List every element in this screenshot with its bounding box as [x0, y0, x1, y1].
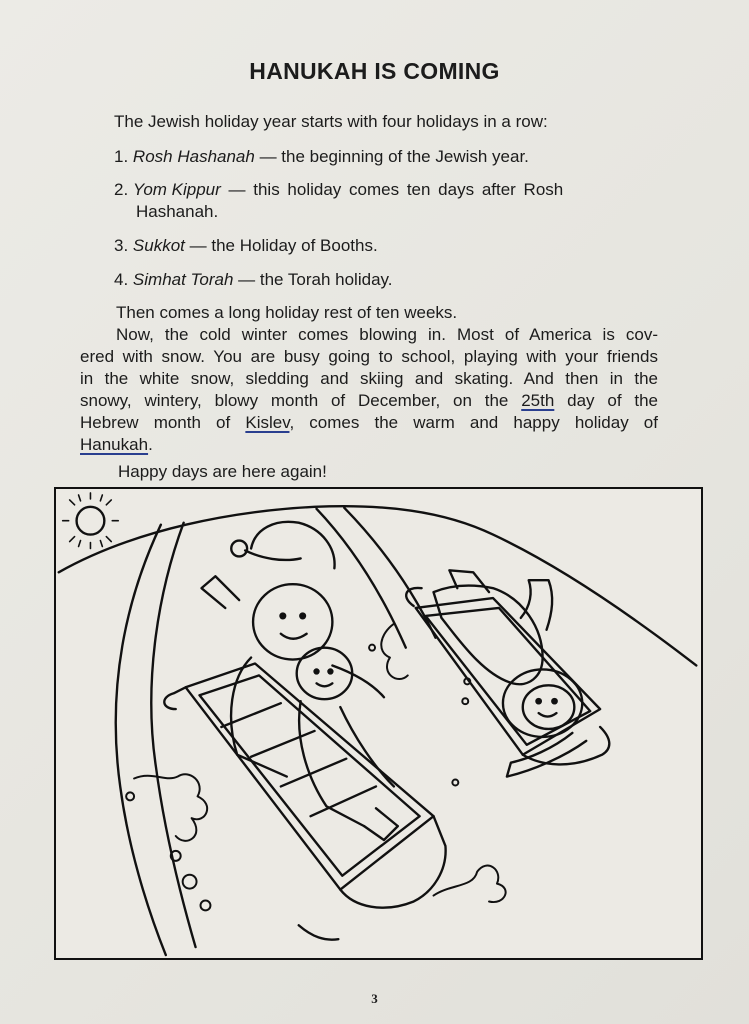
left-sled [164, 664, 445, 940]
paragraph-line: Now, the cold winter comes blowing in. Most of America is cov- [116, 325, 658, 344]
right-child [434, 570, 587, 776]
sledding-illustration [54, 487, 703, 960]
holiday-name: Sukkot [132, 236, 185, 255]
holiday-item-1 [114, 146, 529, 168]
holiday-desc: — the beginning of the Jewish year. [254, 147, 529, 166]
holiday-number: 4. [114, 270, 129, 289]
intro-text: The Jewish holiday year starts with four holidays in a row: [114, 112, 548, 131]
holiday-item-2 [114, 179, 659, 223]
page-title: HANUKAH IS COMING [249, 58, 500, 84]
paragraph-line: in the white snow, sledding and skiing and skating. And then in the [80, 369, 658, 388]
holiday-item-3 [114, 235, 378, 257]
paragraph-line [80, 434, 658, 456]
holiday-number: 1. [114, 147, 129, 166]
holiday-desc-continued: Hashanah. [136, 202, 219, 221]
text-fragment: snowy, wintery, blowy month of December, on the [80, 391, 522, 410]
underlined-day: 25th [521, 391, 555, 410]
holiday-number: 3. [114, 236, 129, 255]
underlined-holiday: Hanukah [80, 435, 149, 454]
page-number: 3 [371, 991, 378, 1006]
holiday-name: Simhat Torah [132, 270, 234, 289]
holiday-number: 2. [114, 180, 129, 199]
holiday-name: Yom Kippur [132, 180, 221, 199]
text-fragment: Hebrew month of [80, 413, 246, 432]
right-sled [406, 588, 609, 764]
sledding-drawing [56, 489, 701, 958]
closing-line: Happy days are here again! [118, 462, 327, 481]
sun-icon [63, 493, 119, 549]
holiday-desc: — the Holiday of Booths. [184, 236, 378, 255]
holiday-desc: — this holiday comes ten days after Rosh [220, 180, 564, 199]
text-fragment: , comes the warm and happy holiday of [289, 413, 658, 432]
body-paragraph [80, 302, 658, 456]
snow-splash [126, 624, 505, 911]
paragraph-line: ered with snow. You are busy going to school, playing with your friends [80, 347, 658, 366]
paragraph-line [80, 390, 658, 412]
holiday-desc: — the Torah holiday. [233, 270, 393, 289]
text-fragment: day of the [554, 391, 659, 410]
paragraph-line: Then comes a long holiday rest of ten weeks. [116, 303, 458, 322]
paragraph-line [80, 412, 658, 434]
holiday-name: Rosh Hashanah [132, 147, 255, 166]
underlined-month: Kislev [245, 413, 290, 432]
holiday-item-4 [114, 269, 392, 291]
text-fragment: . [148, 435, 153, 454]
